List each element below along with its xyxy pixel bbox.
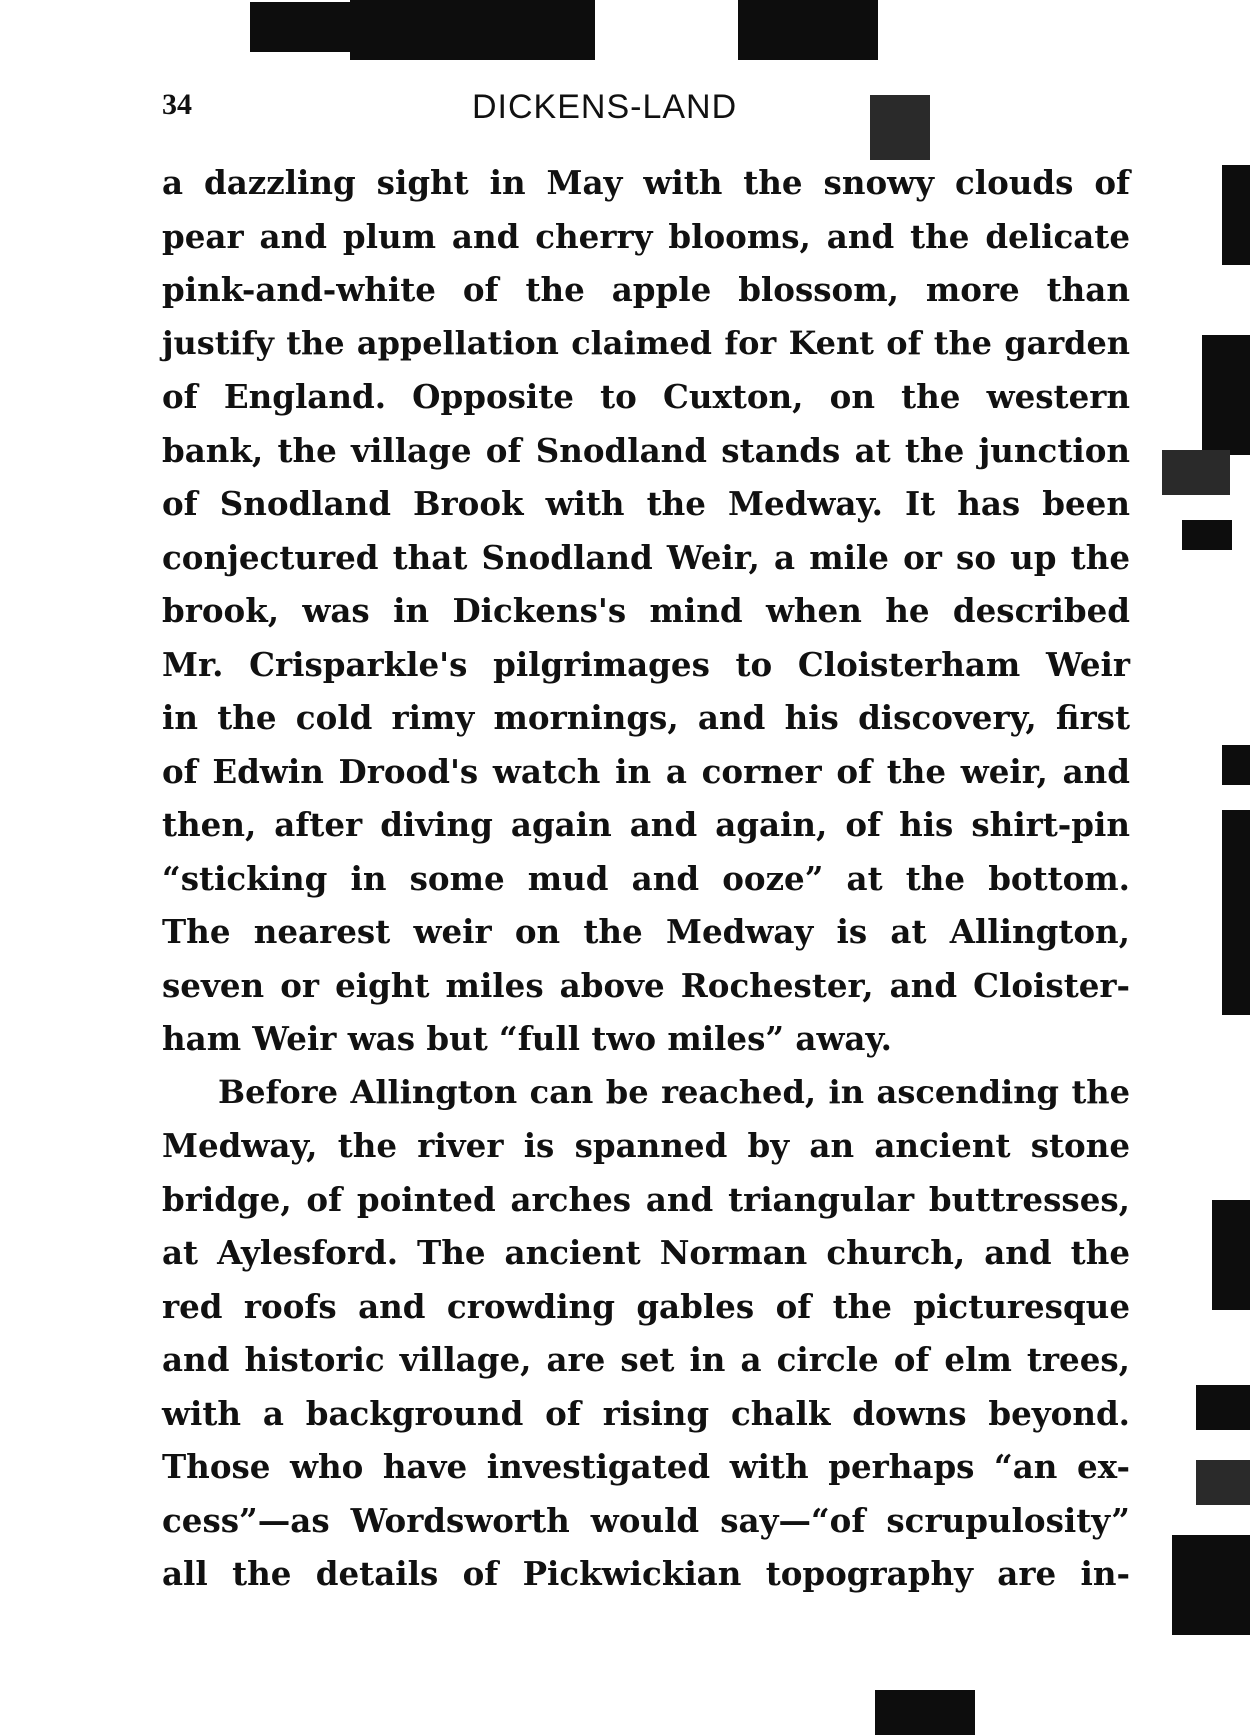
scan-artifact: [1162, 450, 1230, 495]
scan-artifact: [875, 1690, 975, 1735]
text-line: bridge, of pointed arches and triangular buttresses,: [162, 1179, 1130, 1219]
scan-artifact: [1222, 745, 1250, 785]
text-line: of Snodland Brook with the Medway. It has been: [162, 484, 1130, 523]
text-line: conjectured that Snodland Weir, a mile or so up the: [162, 537, 1130, 577]
scan-artifact: [738, 0, 878, 60]
text-line: pear and plum and cherry blooms, and the delicate: [162, 216, 1130, 256]
paragraph: [162, 1066, 1130, 1601]
text-line: Those who have investigated with perhaps “an ex-: [162, 1447, 1130, 1486]
scan-artifact: [1222, 165, 1250, 265]
running-title: DICKENS-LAND: [472, 88, 738, 126]
scan-artifact: [350, 0, 595, 60]
page-number: 34: [162, 88, 192, 121]
text-line: seven or eight miles above Rochester, and Cloister-: [162, 965, 1130, 1005]
text-line: pink-and-white of the apple blossom, more than: [162, 270, 1130, 309]
text-line: a dazzling sight in May with the snowy clouds of: [162, 163, 1130, 202]
body-text: [162, 156, 1130, 1601]
scan-artifact: [1222, 810, 1250, 1015]
text-line: Medway, the river is spanned by an ancient stone: [162, 1126, 1130, 1165]
text-line: ham Weir was but “full two miles” away.: [162, 1019, 892, 1058]
text-line: Mr. Crisparkle's pilgrimages to Cloisterham Weir: [162, 644, 1130, 684]
scan-artifact: [250, 2, 350, 52]
text-line: Before Allington can be reached, in ascending the: [218, 1072, 1130, 1111]
scan-artifact: [1182, 520, 1232, 550]
text-line: red roofs and crowding gables of the picturesque: [162, 1286, 1130, 1326]
scan-artifact: [1172, 1535, 1250, 1635]
text-line: all the details of Pickwickian topography are in-: [162, 1554, 1130, 1593]
text-line: of Edwin Drood's watch in a corner of the weir, and: [162, 751, 1130, 791]
text-line: The nearest weir on the Medway is at Allington,: [162, 912, 1130, 951]
text-line: at Aylesford. The ancient Norman church, and the: [162, 1233, 1130, 1272]
text-line: bank, the village of Snodland stands at the junction: [162, 430, 1130, 470]
text-line: cess”—as Wordsworth would say—“of scrupulosity”: [162, 1500, 1130, 1540]
scan-artifact: [1212, 1200, 1250, 1310]
text-line: then, after diving again and again, of his shirt-pin: [162, 805, 1130, 844]
scan-artifact: [1196, 1460, 1250, 1505]
paragraph: [162, 156, 1130, 1066]
text-line: justify the appellation claimed for Kent of the garden: [162, 323, 1130, 362]
scan-artifact: [1196, 1385, 1250, 1430]
page-header: [162, 88, 1132, 138]
text-line: and historic village, are set in a circle of elm trees,: [162, 1340, 1130, 1379]
text-line: of England. Opposite to Cuxton, on the western: [162, 377, 1130, 416]
scan-artifact: [1202, 335, 1250, 455]
text-line: with a background of rising chalk downs beyond.: [162, 1393, 1130, 1433]
text-line: in the cold rimy mornings, and his discovery, first: [162, 698, 1130, 737]
text-line: brook, was in Dickens's mind when he described: [162, 591, 1130, 630]
text-line: “sticking in some mud and ooze” at the bottom.: [162, 858, 1130, 898]
